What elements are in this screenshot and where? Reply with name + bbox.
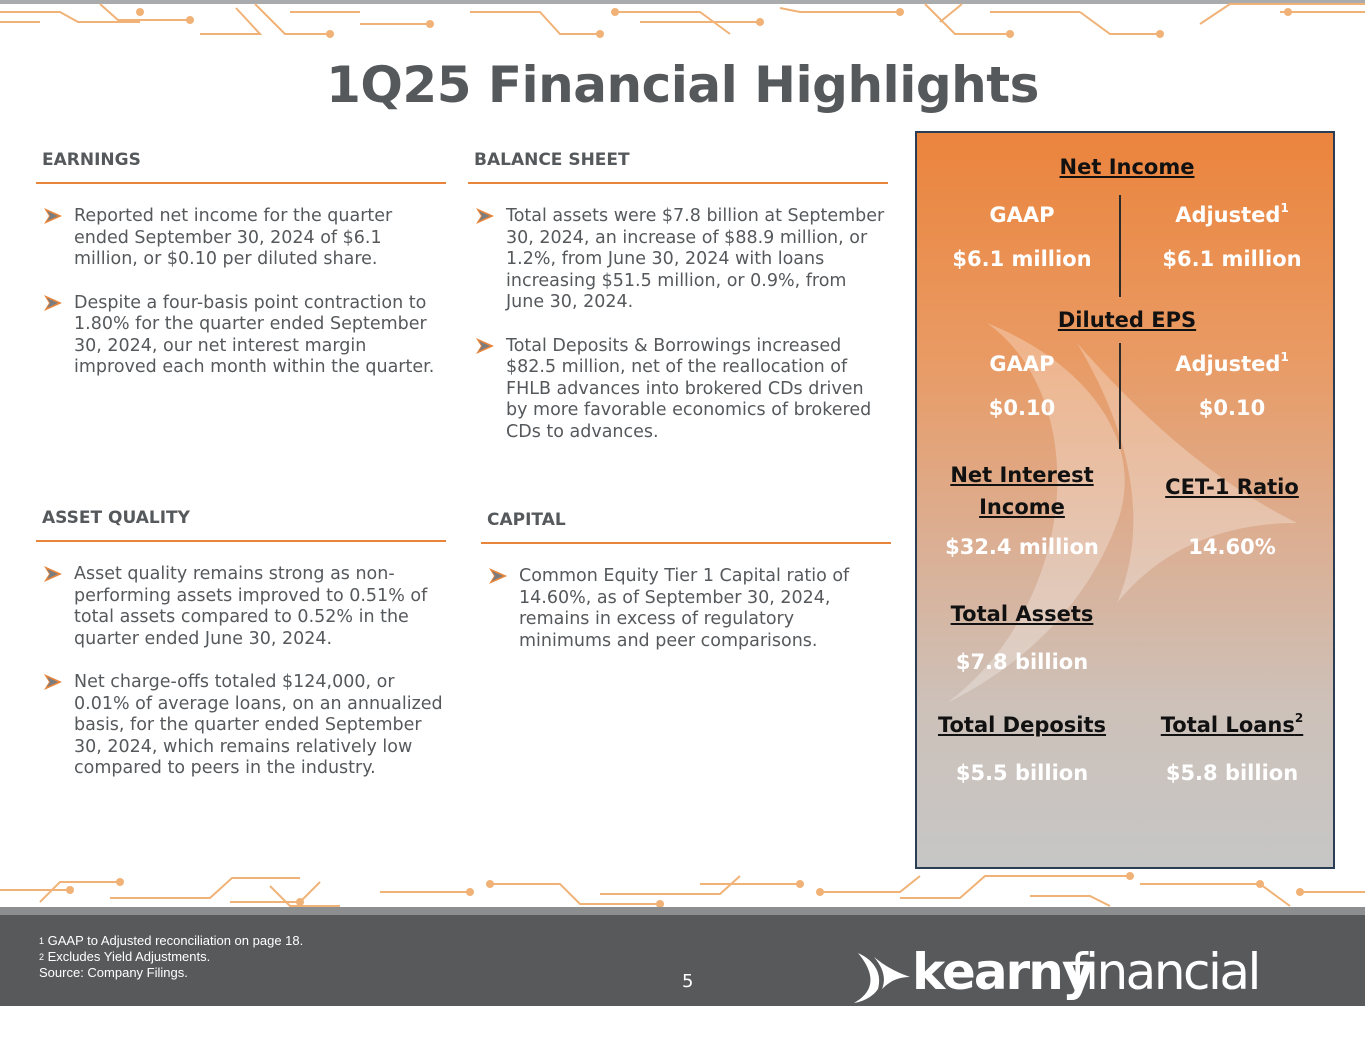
net-income-gaap-label: GAAP	[989, 203, 1055, 227]
bullet-item	[36, 564, 446, 650]
chevron-bullet-icon	[476, 208, 494, 224]
bullet-item	[468, 206, 888, 314]
kearny-chevron-logo-icon	[852, 951, 910, 1003]
section-rule	[36, 182, 446, 184]
diluted-eps-adjusted-label: Adjusted$^1$	[1175, 350, 1289, 376]
net-income-gaap-value: $6.1 million	[952, 247, 1092, 271]
cet1-ratio-label: CET-1 Ratio	[1165, 475, 1299, 499]
chevron-bullet-icon	[44, 295, 62, 311]
chevron-bullet-icon	[44, 566, 62, 582]
section-rule	[468, 182, 888, 184]
net-income-divider	[1119, 195, 1121, 297]
footnote-source: Source: Company Filings.	[39, 965, 188, 980]
bullet-item	[468, 336, 888, 444]
bullet-text: Despite a four-basis point contraction to 1.80% for the quarter ended September 30, 2024, our net interest margin improved each month within the quarter.	[74, 292, 435, 377]
net-income-label: Net Income	[1059, 155, 1195, 179]
circuit-decoration-bottom	[0, 872, 1365, 912]
section-rule	[36, 540, 446, 542]
total-loans-value: $5.8 billion	[1165, 761, 1299, 785]
footer	[0, 907, 1365, 1059]
bullet-text: Common Equity Tier 1 Capital ratio of 14.60%, as of September 30, 2024, remains in excess of regulatory minimums and peer comparisons.	[519, 566, 850, 651]
page-title: 1Q25 Financial Highlights	[326, 56, 1039, 114]
total-assets-value: $7.8 billion	[955, 650, 1089, 674]
section-heading: EARNINGS	[42, 150, 141, 170]
section-heading: BALANCE SHEET	[474, 150, 630, 170]
bullet-item	[36, 293, 446, 379]
bullet-item	[36, 206, 446, 271]
bullet-text: Net charge-offs totaled $124,000, or 0.01% of average loans, on an annualized basis, for the quarter ended September 30, 2024, which remains relatively low compared to peers in the industry.	[74, 672, 443, 778]
total-loans-label: Total Loans$^2$	[1160, 711, 1304, 737]
section-rule	[481, 542, 891, 544]
footer-bar	[0, 907, 1365, 915]
section-heading: ASSET QUALITY	[42, 508, 190, 528]
brand-name-light: financial corp.	[1070, 943, 1259, 1059]
bullet-text: Reported net income for the quarter ended September 30, 2024 of $6.1 million, or $0.10 per diluted share.	[74, 206, 393, 269]
net-interest-income-label: Net Interest Income	[950, 463, 1094, 519]
cet1-ratio-value: 14.60%	[1188, 535, 1276, 559]
total-deposits-label: Total Deposits	[937, 713, 1107, 737]
bullet-item	[36, 672, 446, 780]
capital-section	[481, 506, 891, 674]
net-income-adjusted-value: $6.1 million	[1162, 247, 1302, 271]
page-number: 5	[682, 971, 694, 992]
diluted-eps-gaap-label: GAAP	[989, 352, 1055, 376]
chevron-bullet-icon	[476, 338, 494, 354]
footnote-1: $^1$ GAAP to Adjusted reconciliation on page 18.	[39, 933, 304, 948]
chevron-bullet-icon	[489, 568, 507, 584]
chevron-bullet-icon	[44, 208, 62, 224]
bullet-item	[481, 566, 891, 652]
net-interest-income-value: $32.4 million	[945, 535, 1099, 559]
bullet-text: Asset quality remains strong as non-performing assets improved to 0.51% of total assets compared to 0.52% in the quarter ended June 30, 2024.	[74, 564, 428, 649]
highlights-panel	[915, 131, 1335, 869]
net-income-adjusted-label: Adjusted$^1$	[1175, 201, 1289, 227]
balance-sheet-section	[468, 146, 888, 465]
footnotes	[39, 933, 303, 981]
diluted-eps-adjusted-value: $0.10	[1198, 396, 1266, 420]
diluted-eps-gaap-value: $0.10	[988, 396, 1056, 420]
asset-quality-section	[36, 504, 446, 802]
company-logo	[852, 943, 1332, 1059]
total-deposits-value: $5.5 billion	[955, 761, 1089, 785]
bullet-text: Total assets were $7.8 billion at September 30, 2024, an increase of $88.9 million, or 1.2%, from June 30, 2024 with loans increasing $51.5 million, or 0.9%, from June 30, 2024.	[506, 206, 885, 312]
circuit-decoration-top	[0, 0, 1365, 40]
brand-name-bold: kearny	[912, 943, 1093, 1001]
earnings-section	[36, 146, 446, 401]
chevron-bullet-icon	[44, 674, 62, 690]
bullet-text: Total Deposits & Borrowings increased $82.5 million, net of the reallocation of FHLB advances into brokered CDs driven by more favorable economics of brokered CDs to advances.	[506, 335, 872, 442]
footnote-2: $^2$ Excludes Yield Adjustments.	[39, 949, 211, 964]
section-heading: CAPITAL	[487, 510, 566, 530]
total-assets-label: Total Assets	[950, 602, 1094, 626]
diluted-eps-label: Diluted EPS	[1057, 308, 1197, 332]
